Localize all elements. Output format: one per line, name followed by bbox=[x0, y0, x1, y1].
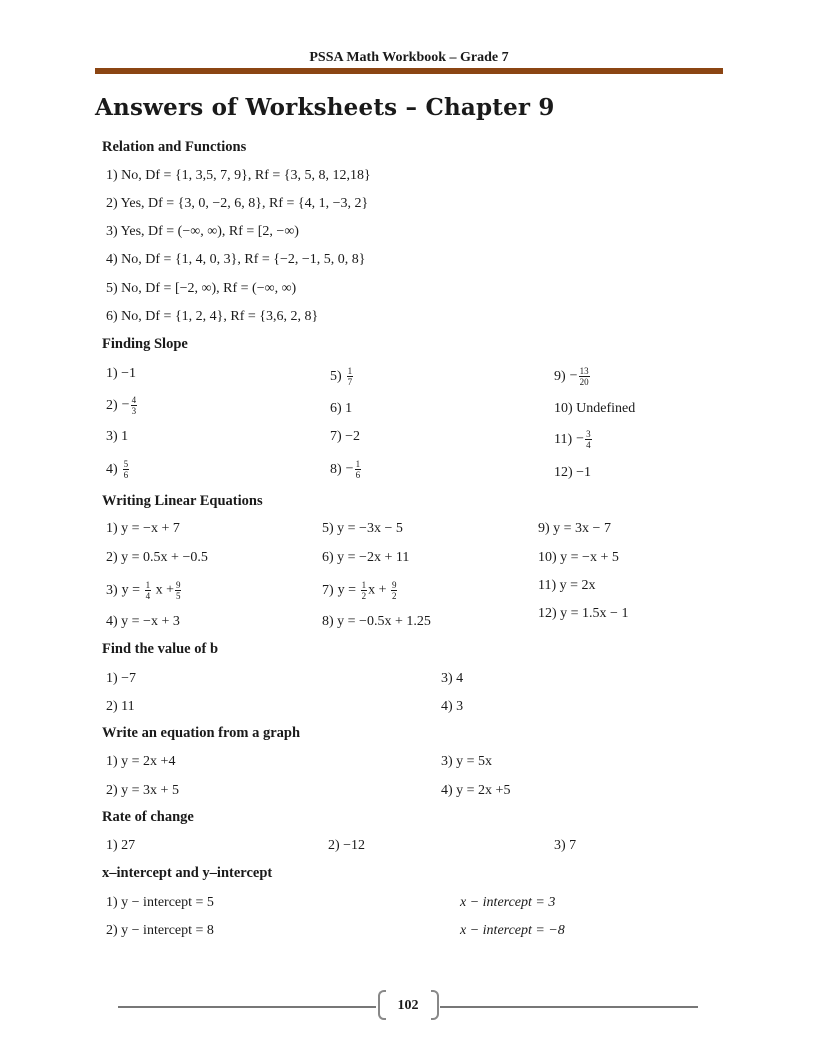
section-heading-slope: Finding Slope bbox=[102, 336, 188, 352]
value-b-answer-1: 1) −7 bbox=[106, 671, 137, 686]
slope-answer-12: 12) −1 bbox=[554, 465, 592, 480]
section-heading-linear: Writing Linear Equations bbox=[102, 493, 263, 509]
value-b-answer-4: 4) 3 bbox=[441, 699, 464, 714]
header-title: PSSA Math Workbook – Grade 7 bbox=[309, 50, 509, 65]
value-b-answer-3: 3) 4 bbox=[441, 671, 464, 686]
slope-answer-11: 11) − $\frac{3}{4}$ bbox=[554, 429, 591, 450]
graph-answer-1: 1) y = 2x +4 bbox=[106, 754, 176, 769]
value-b-answer-2: 2) 11 bbox=[106, 699, 135, 714]
slope-answer-8: 8) − $\frac{1}{6}$ bbox=[330, 459, 361, 480]
section-heading-relations: Relation and Functions bbox=[102, 139, 247, 155]
rate-answer-2: 2) −12 bbox=[328, 838, 366, 853]
linear-answer-3: 3) y = $\frac{1}{4}$ x + $\frac{9}{5}$ bbox=[106, 580, 181, 601]
linear-answer-6: 6) y = −2x + 11 bbox=[322, 550, 410, 565]
footer-rule-right bbox=[440, 1006, 698, 1008]
section-heading-intercepts: x–intercept and y–intercept bbox=[102, 865, 273, 881]
section-heading-value-b: Find the value of b bbox=[102, 641, 219, 657]
section-heading-rate: Rate of change bbox=[102, 809, 194, 825]
footer-bracket-right bbox=[431, 990, 439, 1020]
footer-rule-left bbox=[118, 1006, 376, 1008]
slope-answer-2: 2) − $\frac{4}{3}$ bbox=[106, 395, 137, 416]
page-number: 102 bbox=[397, 998, 419, 1013]
relations-answer-6: 6) No, Df = {1, 2, 4}, Rf = {3,6, 2, 8} bbox=[106, 309, 319, 324]
slope-answer-9: 9) − $\frac{13}{20}$ bbox=[554, 366, 589, 387]
slope-answer-7: 7) −2 bbox=[330, 429, 361, 444]
linear-answer-9: 9) y = 3x − 7 bbox=[538, 521, 611, 536]
linear-answer-4: 4) y = −x + 3 bbox=[106, 614, 180, 629]
slope-answer-3: 3) 1 bbox=[106, 429, 129, 444]
slope-answer-1: 1) −1 bbox=[106, 366, 137, 381]
linear-answer-12: 12) y = 1.5x − 1 bbox=[538, 606, 629, 621]
relations-answer-4: 4) No, Df = {1, 4, 0, 3}, Rf = {−2, −1, 5, 0, 8} bbox=[106, 252, 366, 267]
intercept-answer-2-x: x − intercept = −8 bbox=[460, 923, 565, 938]
graph-answer-3: 3) y = 5x bbox=[441, 754, 493, 769]
slope-answer-10: 10) Undefined bbox=[554, 401, 636, 416]
rate-answer-1: 1) 27 bbox=[106, 838, 136, 853]
slope-answer-4: 4) $\frac{5}{6}$ bbox=[106, 459, 129, 480]
relations-answer-2: 2) Yes, Df = {3, 0, −2, 6, 8}, Rf = {4, 1, −3, 2} bbox=[106, 196, 369, 211]
linear-answer-5: 5) y = −3x − 5 bbox=[322, 521, 403, 536]
linear-answer-2: 2) y = 0.5x + −0.5 bbox=[106, 550, 208, 565]
intercept-answer-2-y: 2) y − intercept = 8 bbox=[106, 923, 214, 938]
rate-answer-3: 3) 7 bbox=[554, 838, 577, 853]
linear-answer-1: 1) y = −x + 7 bbox=[106, 521, 180, 536]
graph-answer-4: 4) y = 2x +5 bbox=[441, 783, 511, 798]
linear-answer-7: 7) y = $\frac{1}{2}$ x + $\frac{9}{2}$ bbox=[322, 580, 397, 601]
relations-answer-5: 5) No, Df = [−2, ∞), Rf = (−∞, ∞) bbox=[106, 281, 297, 296]
linear-answer-11: 11) y = 2x bbox=[538, 578, 596, 593]
section-heading-graph: Write an equation from a graph bbox=[102, 725, 301, 741]
page-title: Answers of Worksheets – Chapter 9 bbox=[95, 94, 555, 121]
intercept-answer-1-x: x − intercept = 3 bbox=[460, 895, 556, 910]
graph-answer-2: 2) y = 3x + 5 bbox=[106, 783, 179, 798]
linear-answer-10: 10) y = −x + 5 bbox=[538, 550, 619, 565]
slope-answer-5: 5) $\frac{1}{7}$ bbox=[330, 366, 353, 387]
relations-answer-3: 3) Yes, Df = (−∞, ∞), Rf = [2, −∞) bbox=[106, 224, 299, 239]
intercept-answer-1-y: 1) y − intercept = 5 bbox=[106, 895, 214, 910]
relations-answer-1: 1) No, Df = {1, 3,5, 7, 9}, Rf = {3, 5, 8, 12,18} bbox=[106, 168, 371, 183]
linear-answer-8: 8) y = −0.5x + 1.25 bbox=[322, 614, 431, 629]
footer-bracket-left bbox=[378, 990, 386, 1020]
slope-answer-6: 6) 1 bbox=[330, 401, 353, 416]
